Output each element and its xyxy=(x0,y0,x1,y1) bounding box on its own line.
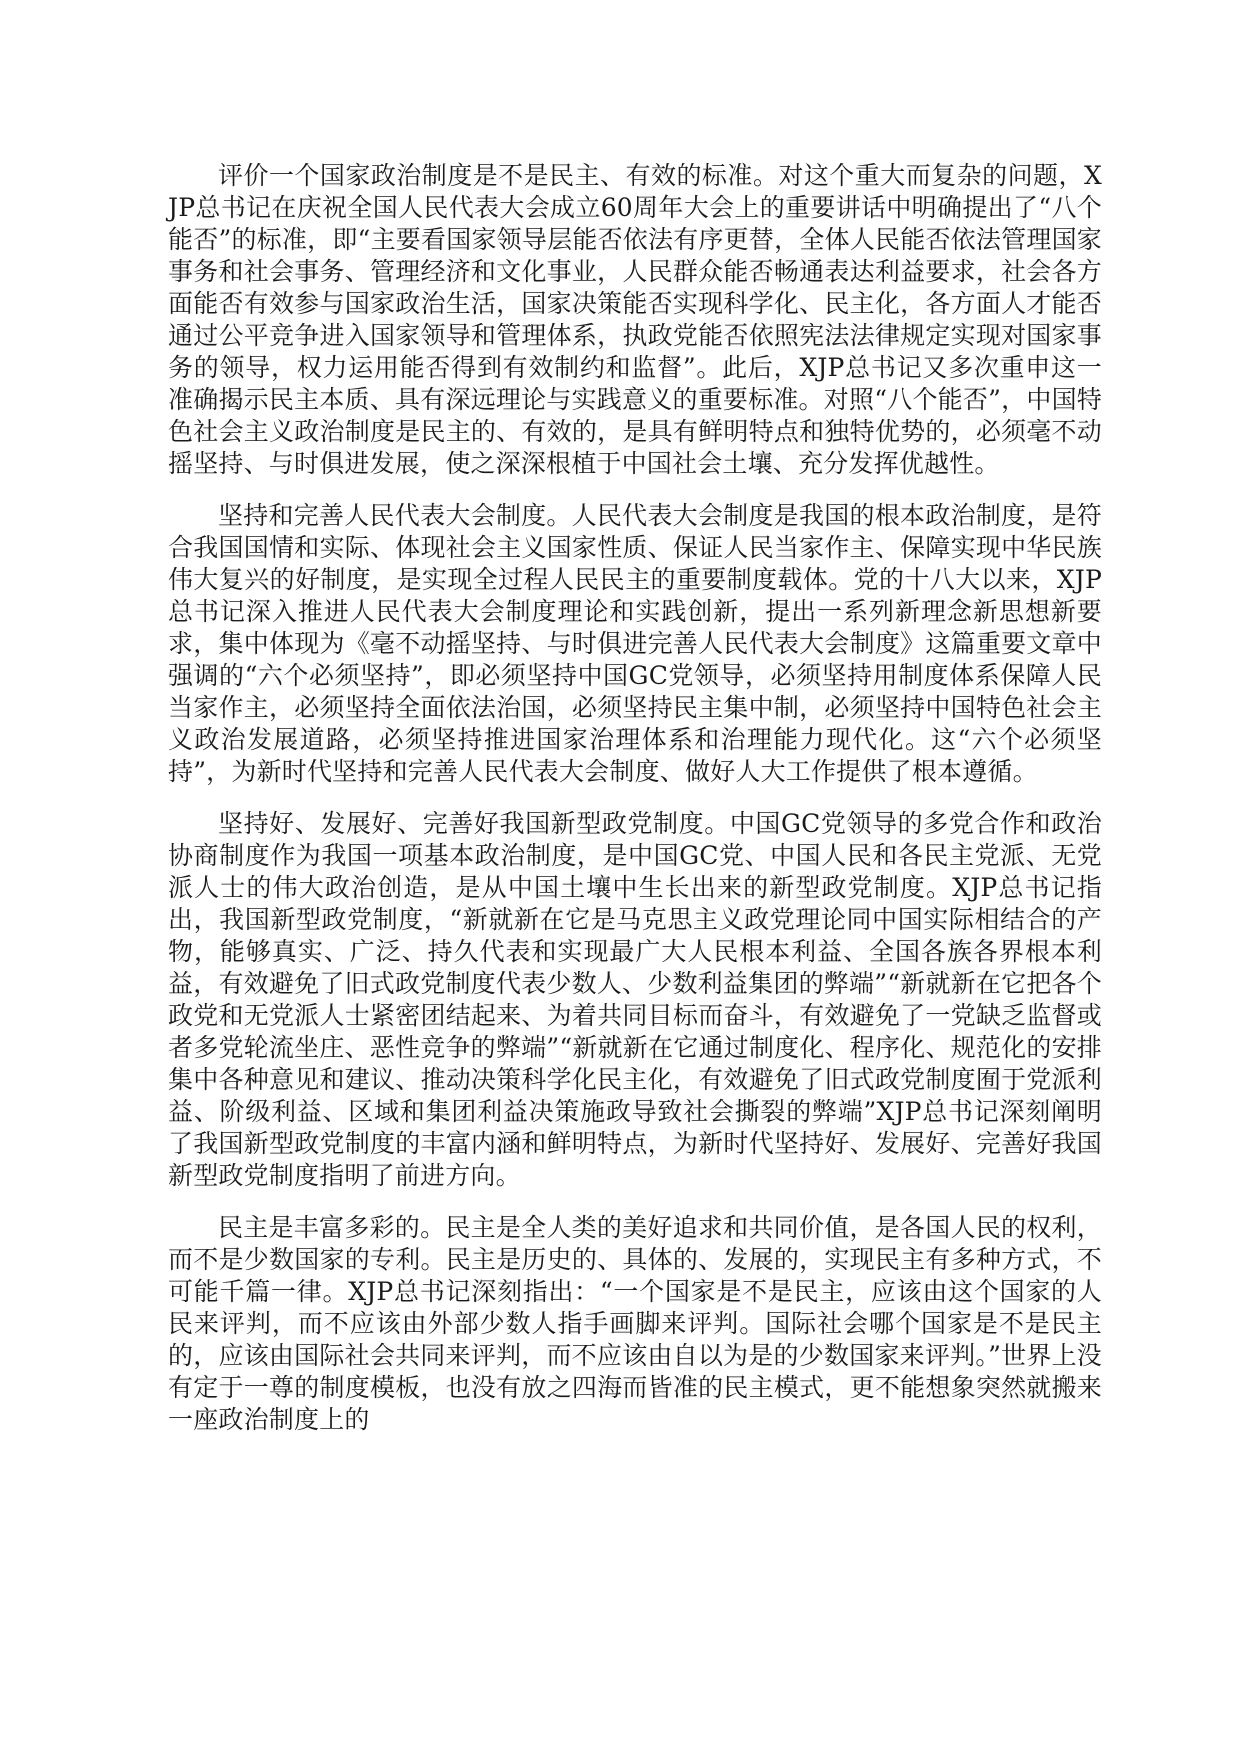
paragraph-democracy-diversity: 民主是丰富多彩的。民主是全人类的美好追求和共同价值，是各国人民的权利，而不是少数国家的专利。民主是历史的、具体的、发展的，实现民主有多种方式，不可能千篇一律。XJP总书记深刻指出：“一个国家是不是民主，应该由这个国家的人民来评判，而不应该由外部少数人指手画脚来评判。国际社会哪个国家是不是民主的，应该由国际社会共同来评判，而不应该由自以为是的少数国家来评判。”世界上没有定于一尊的制度模板，也没有放之四海而皆准的民主模式，更不能想象突然就搬来一座政治制度上的 xyxy=(168,1213,1102,1434)
paragraph-evaluation-standard: 评价一个国家政治制度是不是民主、有效的标准。对这个重大而复杂的问题，XJP总书记在庆祝全国人民代表大会成立60周年大会上的重要讲话中明确提出了“八个能否”的标准，即“主要看国家领导层能否依法有序更替，全体人民能否依法管理国家事务和社会事务、管理经济和文化事业，人民群众能否畅通表达利益要求，社会各方面能否有效参与国家政治生活，国家决策能否实现科学化、民主化，各方面人才能否通过公平竞争进入国家领导和管理体系，执政党能否依照宪法法律规定实现对国家事务的领导，权力运用能否得到有效制约和监督”。此后，XJP总书记又多次重申这一准确揭示民主本质、具有深远理论与实践意义的重要标准。对照“八个能否”，中国特色社会主义政治制度是民主的、有效的，是具有鲜明特点和独特优势的，必须毫不动摇坚持、与时俱进发展，使之深深根植于中国社会土壤、充分发挥优越性。 xyxy=(168,161,1102,478)
paragraph-party-system: 坚持好、发展好、完善好我国新型政党制度。中国GC党领导的多党合作和政治协商制度作为我国一项基本政治制度，是中国GC党、中国人民和各民主党派、无党派人士的伟大政治创造，是从中国土壤中生长出来的新型政党制度。XJP总书记指出，我国新型政党制度，“新就新在它是马克思主义政党理论同中国实际相结合的产物，能够真实、广泛、持久代表和实现最广大人民根本利益、全国各族各界根本利益，有效避免了旧式政党制度代表少数人、少数利益集团的弊端”“新就新在它把各个政党和无党派人士紧密团结起来、为着共同目标而奋斗，有效避免了一党缺乏监督或者多党轮流坐庄、恶性竞争的弊端”“新就新在它通过制度化、程序化、规范化的安排集中各种意见和建议、推动决策科学化民主化，有效避免了旧式政党制度囿于党派利益、阶级利益、区域和集团利益决策施政导致社会撕裂的弊端”XJP总书记深刻阐明了我国新型政党制度的丰富内涵和鲜明特点，为新时代坚持好、发展好、完善好我国新型政党制度指明了前进方向。 xyxy=(168,809,1102,1190)
paragraph-peoples-congress: 坚持和完善人民代表大会制度。人民代表大会制度是我国的根本政治制度，是符合我国国情和实际、体现社会主义国家性质、保证人民当家作主、保障实现中华民族伟大复兴的好制度，是实现全过程人民民主的重要制度载体。党的十八大以来，XJP总书记深入推进人民代表大会制度理论和实践创新，提出一系列新理念新思想新要求，集中体现为《毫不动摇坚持、与时俱进完善人民代表大会制度》这篇重要文章中强调的“六个必须坚持”，即必须坚持中国GC党领导，必须坚持用制度体系保障人民当家作主，必须坚持全面依法治国，必须坚持民主集中制，必须坚持中国特色社会主义政治发展道路，必须坚持推进国家治理体系和治理能力现代化。这“六个必须坚持”，为新时代坚持和完善人民代表大会制度、做好人大工作提供了根本遵循。 xyxy=(168,501,1102,786)
document-body xyxy=(168,160,1102,1456)
